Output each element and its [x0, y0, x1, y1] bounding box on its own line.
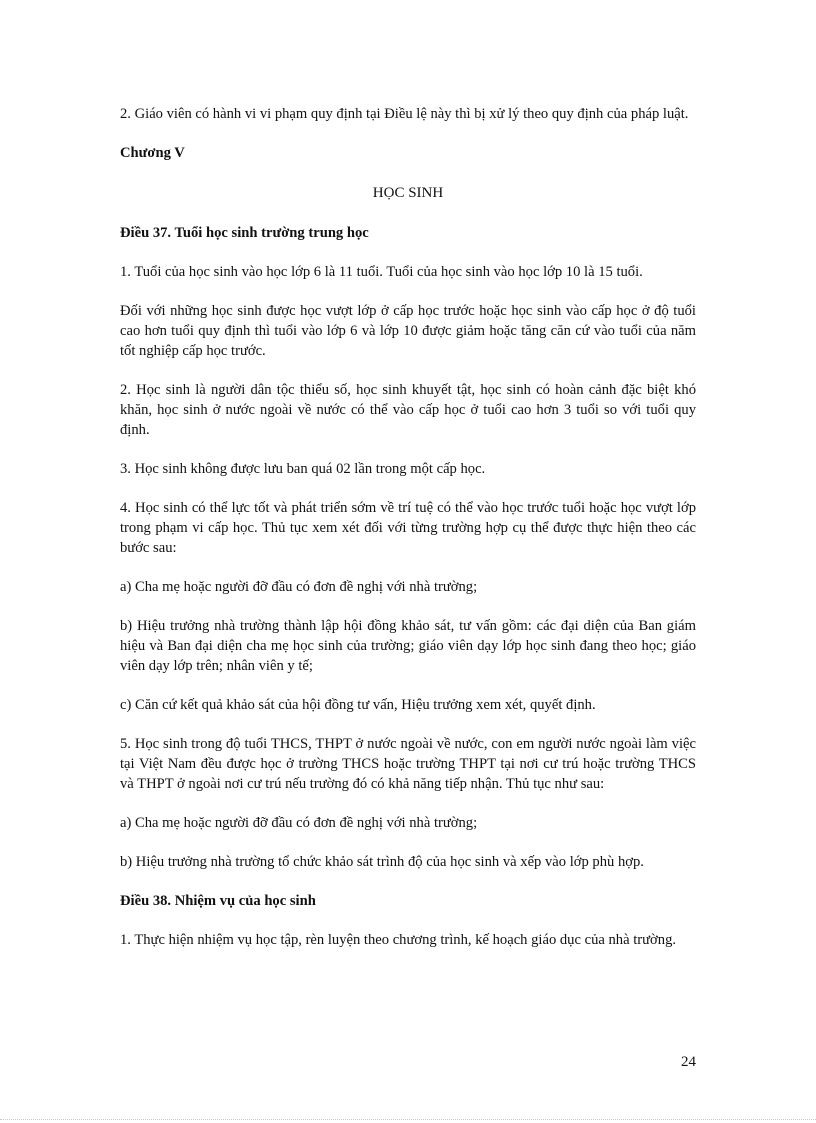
- article-37-clause-3: 3. Học sinh không được lưu ban quá 02 lần trong một cấp học.: [120, 461, 486, 477]
- chapter-title: HỌC SINH: [372, 185, 444, 201]
- article-38-clause-1: 1. Thực hiện nhiệm vụ học tập, rèn luyện theo chương trình, kế hoạch giáo dục của nhà trường.: [120, 932, 677, 948]
- article-37-clause-1: 1. Tuổi của học sinh vào học lớp 6 là 11 tuổi. Tuổi của học sinh vào học lớp 10 là 15 tuổi.: [120, 264, 643, 280]
- article-37-heading: Điều 37. Tuổi học sinh trường trung học: [120, 225, 369, 241]
- article-37-clause-4c: c) Căn cứ kết quả khảo sát của hội đồng tư vấn, Hiệu trưởng xem xét, quyết định.: [120, 697, 596, 713]
- paragraph-teacher-violation: 2. Giáo viên có hành vi vi phạm quy định tại Điều lệ này thì bị xử lý theo quy định của pháp luật.: [120, 106, 689, 122]
- document-page: [120, 104, 696, 969]
- page-bottom-divider: [0, 1119, 816, 1120]
- article-37-clause-5a: a) Cha mẹ hoặc người đỡ đầu có đơn đề nghị với nhà trường;: [120, 815, 478, 831]
- chapter-label: Chương V: [120, 145, 185, 161]
- page-number: 24: [681, 1054, 696, 1070]
- article-37-clause-2: 2. Học sinh là người dân tộc thiểu số, học sinh khuyết tật, học sinh có hoàn cảnh đặc biệt khó khăn, học sinh ở nước ngoài về nước có thể vào cấp học ở tuổi cao hơn 3 tuổi so với tuổi quy định.: [120, 382, 696, 438]
- article-37-clause-4b: b) Hiệu trưởng nhà trường thành lập hội đồng khảo sát, tư vấn gồm: các đại diện của Ban giám hiệu và Ban đại diện cha mẹ học sinh của trường; giáo viên dạy lớp học sinh đang theo học; giáo viên dạy lớp trên; nhân viên y tế;: [120, 618, 696, 674]
- article-37-clause-4a: a) Cha mẹ hoặc người đỡ đầu có đơn đề nghị với nhà trường;: [120, 579, 478, 595]
- article-37-clause-5: 5. Học sinh trong độ tuổi THCS, THPT ở nước ngoài về nước, con em người nước ngoài làm việc tại Việt Nam đều được học ở trường THCS hoặc trường THPT tại nơi cư trú hoặc trường THCS và THPT ở ngoài nơi cư trú nếu trường đó có khả năng tiếp nhận. Thủ tục như sau:: [120, 736, 696, 792]
- article-38-heading: Điều 38. Nhiệm vụ của học sinh: [120, 893, 316, 909]
- article-37-clause-4: 4. Học sinh có thể lực tốt và phát triển sớm về trí tuệ có thể vào học trước tuổi hoặc học vượt lớp trong phạm vi cấp học. Thủ tục xem xét đối với từng trường hợp cụ thể được thực hiện theo các bước sau:: [120, 500, 696, 556]
- article-37-clause-5b: b) Hiệu trưởng nhà trường tổ chức khảo sát trình độ của học sinh và xếp vào lớp phù hợp.: [120, 854, 644, 870]
- article-37-clause-1-note: Đối với những học sinh được học vượt lớp ở cấp học trước hoặc học sinh vào cấp học ở độ tuổi cao hơn tuổi quy định thì tuổi vào lớp 6 và lớp 10 được giảm hoặc tăng căn cứ vào tuổi của năm tốt nghiệp cấp học trước.: [120, 303, 696, 359]
